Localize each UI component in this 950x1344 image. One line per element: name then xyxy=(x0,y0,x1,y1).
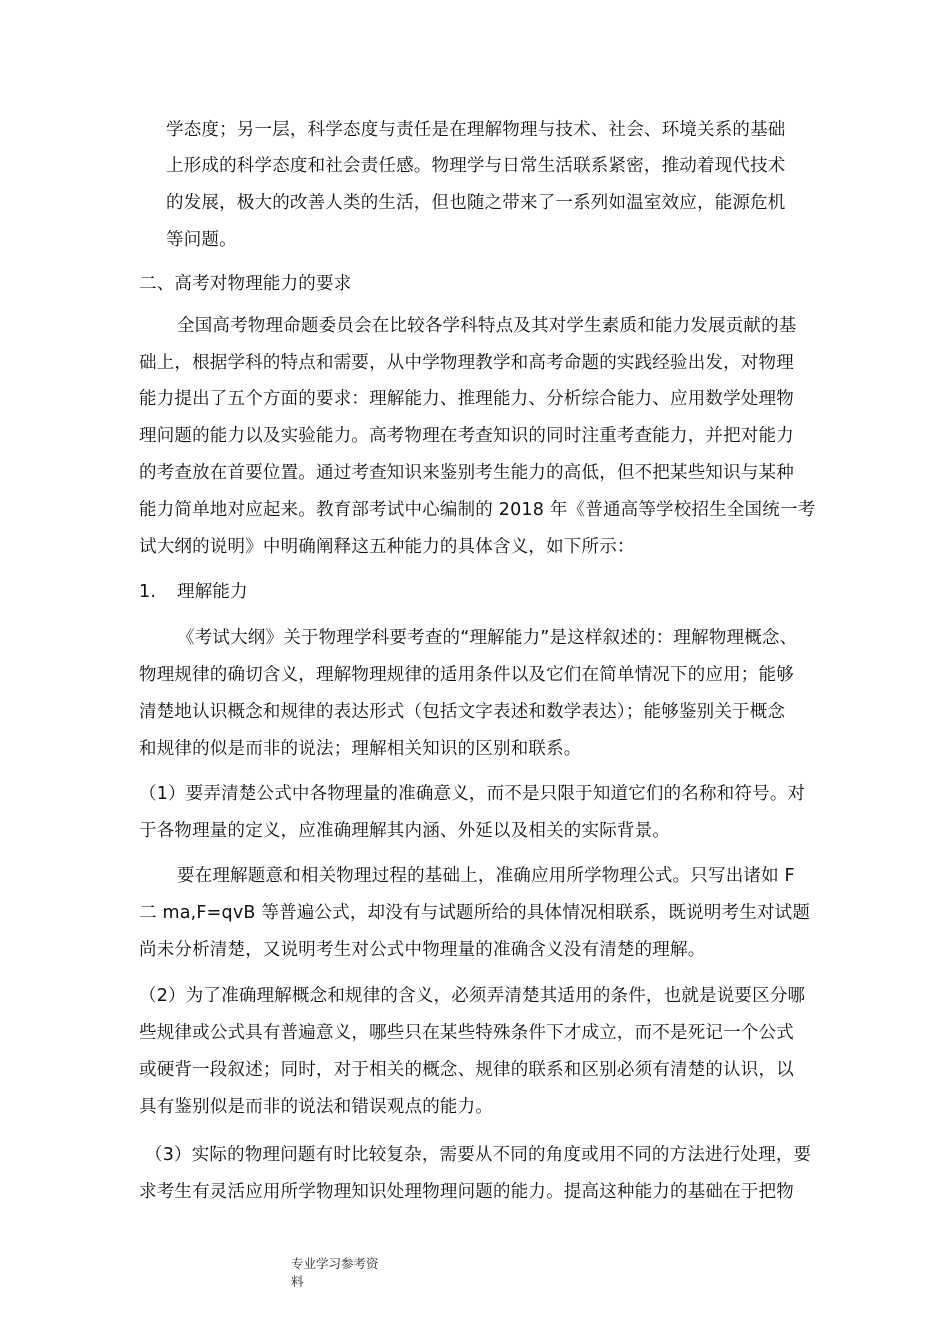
footer-text: 料 xyxy=(291,1274,304,1289)
text-line: 要在理解题意和相关物理过程的基础上，准确应用所学物理公式。只写出诸如 F xyxy=(177,866,795,886)
subsection-heading: 理解能力 xyxy=(177,582,248,602)
text-line: （2）为了准确理解概念和规律的含义，必须弄清楚其适用的条件，也就是说要区分哪 xyxy=(139,986,806,1006)
text-line: 求考生有灵活应用所学物理知识处理物理问题的能力。提高这种能力的基础在于把物 xyxy=(139,1182,794,1202)
footer-text: 专业学习参考资 xyxy=(291,1256,379,1271)
text-line: 等问题。 xyxy=(166,230,237,250)
text-line: 或硬背一段叙述；同时，对于相关的概念、规律的联系和区别必须有清楚的认识，以 xyxy=(139,1060,794,1080)
list-number: 1. xyxy=(139,582,157,602)
text-line: （1）要弄清楚公式中各物理量的准确意义，而不是只限于知道它们的名称和符号。对 xyxy=(139,784,806,804)
text-line: 的发展，极大的改善人类的生活，但也随之带来了一系列如温室效应，能源危机 xyxy=(166,193,786,213)
text-line: 的考查放在首要位置。通过考查知识来鉴别考生能力的高低，但不把某些知识与某种 xyxy=(139,463,794,483)
text-line: 和规律的似是而非的说法；理解相关知识的区别和联系。 xyxy=(139,739,582,759)
section-heading: 二、高考对物理能力的要求 xyxy=(139,274,352,294)
text-line: 尚未分析清楚，又说明考生对公式中物理量的准确含义没有清楚的理解。 xyxy=(139,940,706,960)
text-line: 物理规律的确切含义，理解物理规律的适用条件以及它们在简单情况下的应用；能够 xyxy=(139,665,794,685)
text-line: 理问题的能力以及实验能力。高考物理在考查知识的同时注重考查能力，并把对能力 xyxy=(139,426,794,446)
text-line: 些规律或公式具有普遍意义，哪些只在某些特殊条件下才成立，而不是死记一个公式 xyxy=(139,1023,794,1043)
text-line: 能力提出了五个方面的要求：理解能力、推理能力、分析综合能力、应用数学处理物 xyxy=(139,389,794,409)
text-line: 具有鉴别似是而非的说法和错误观点的能力。 xyxy=(139,1097,493,1117)
text-line: 础上，根据学科的特点和需要，从中学物理教学和高考命题的实践经验出发，对物理 xyxy=(139,353,794,373)
text-line: 能力简单地对应起来。教育部考试中心编制的 2018 年《普通高等学校招生全国统一考 xyxy=(139,500,816,520)
text-line: 清楚地认识概念和规律的表达形式（包括文字表述和数学表达）；能够鉴别关于概念 xyxy=(139,702,786,722)
text-line: （3）实际的物理问题有时比较复杂，需要从不同的角度或用不同的方法进行处理，要 xyxy=(145,1145,812,1165)
text-line: 学态度；另一层，科学态度与责任是在理解物理与技术、社会、环境关系的基础 xyxy=(166,120,786,140)
text-line: 上形成的科学态度和社会责任感。物理学与日常生活联系紧密，推动着现代技术 xyxy=(166,156,786,176)
text-line: 试大纲的说明》中明确阐释这五种能力的具体含义，如下所示： xyxy=(139,537,635,557)
text-line: 二 ma,F=qvB 等普遍公式，却没有与试题所给的具体情况相联系，既说明考生对试题 xyxy=(139,903,811,923)
text-line: 于各物理量的定义，应准确理解其内涵、外延以及相关的实际背景。 xyxy=(139,821,670,841)
text-line: 全国高考物理命题委员会在比较各学科特点及其对学生素质和能力发展贡献的基 xyxy=(177,316,797,336)
text-line: 《考试大纲》关于物理学科要考查的“理解能力”是这样叙述的：理解物理概念、 xyxy=(177,628,798,648)
